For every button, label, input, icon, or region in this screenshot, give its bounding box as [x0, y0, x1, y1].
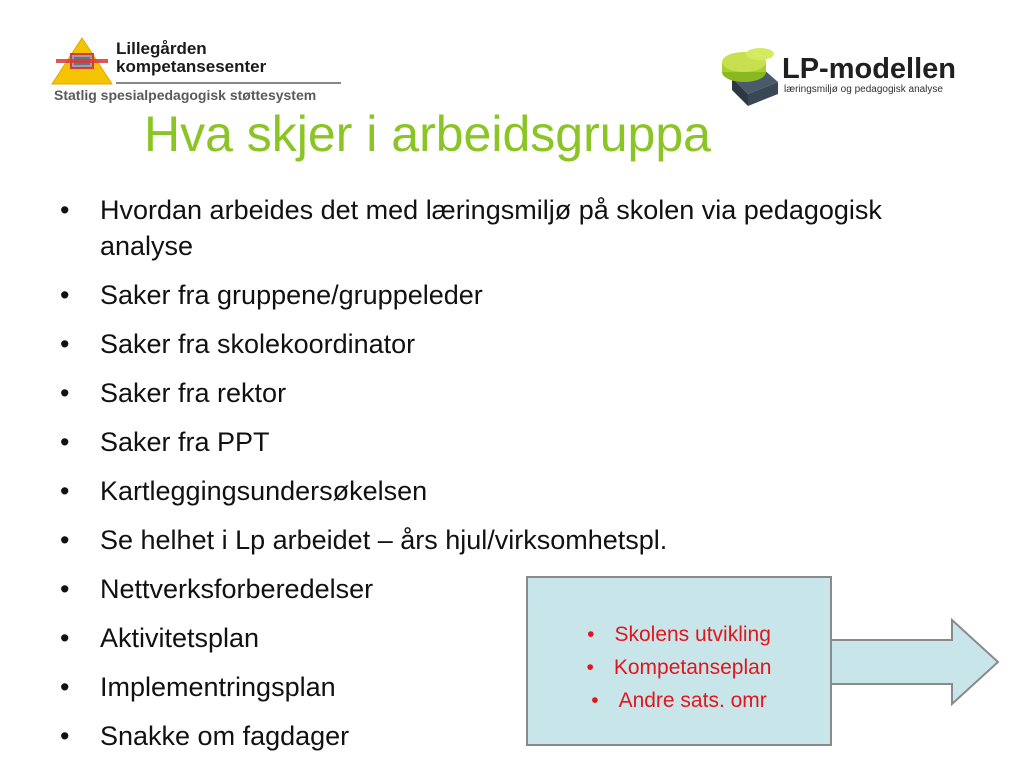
bullet-item: • Saker fra rektor [60, 375, 930, 411]
bullet-item: • Saker fra PPT [60, 424, 930, 460]
lillegarden-logo [50, 36, 350, 106]
bullet-item: • Hvordan arbeides det med læringsmiljø på skolen via pedagogisk analyse [60, 192, 930, 264]
logo-divider [116, 82, 341, 84]
bullet-dot-icon: • [586, 656, 594, 679]
logo-name-line2: kompetansesenter [116, 57, 267, 76]
callout-item-text: Andre sats. omr [618, 689, 767, 712]
lp-modellen-logo [712, 40, 972, 108]
bullet-dot-icon: • [587, 623, 595, 646]
bullet-item: • Nettverksforberedelser [60, 571, 930, 607]
logo-name-line1: Lillegården [116, 39, 207, 58]
bullet-item: • Se helhet i Lp arbeidet – års hjul/virksomhetspl. [60, 522, 930, 558]
callout-item-text: Kompetanseplan [613, 656, 772, 679]
bullet-item: • Kartleggingsundersøkelsen [60, 473, 930, 509]
callout-item [528, 618, 830, 651]
triangle-logo-icon [50, 36, 114, 86]
stacked-blocks-icon [716, 42, 782, 108]
right-arrow-icon [832, 618, 1002, 708]
callout-list [528, 618, 830, 717]
lp-tagline: læringsmiljø og pedagogisk analyse [784, 84, 943, 95]
callout-item-text: Skolens utvikling [614, 623, 771, 646]
bullet-item: • Aktivitetsplan [60, 620, 930, 656]
bullet-item: • Snakke om fagdager [60, 718, 930, 754]
bullet-item: • Saker fra gruppene/gruppeleder [60, 277, 930, 313]
callout-item [528, 651, 830, 684]
bullet-item: • Implementringsplan [60, 669, 930, 705]
callout-box [526, 576, 832, 746]
slide-title: Hva skjer i arbeidsgruppa [144, 106, 711, 162]
bullet-item: • Saker fra skolekoordinator [60, 326, 930, 362]
lp-brand-name: LP-modellen [782, 53, 957, 85]
callout-item [528, 684, 830, 717]
bullet-dot-icon: • [591, 689, 599, 712]
logo-subtitle: Statlig spesialpedagogisk støttesystem [54, 87, 317, 103]
